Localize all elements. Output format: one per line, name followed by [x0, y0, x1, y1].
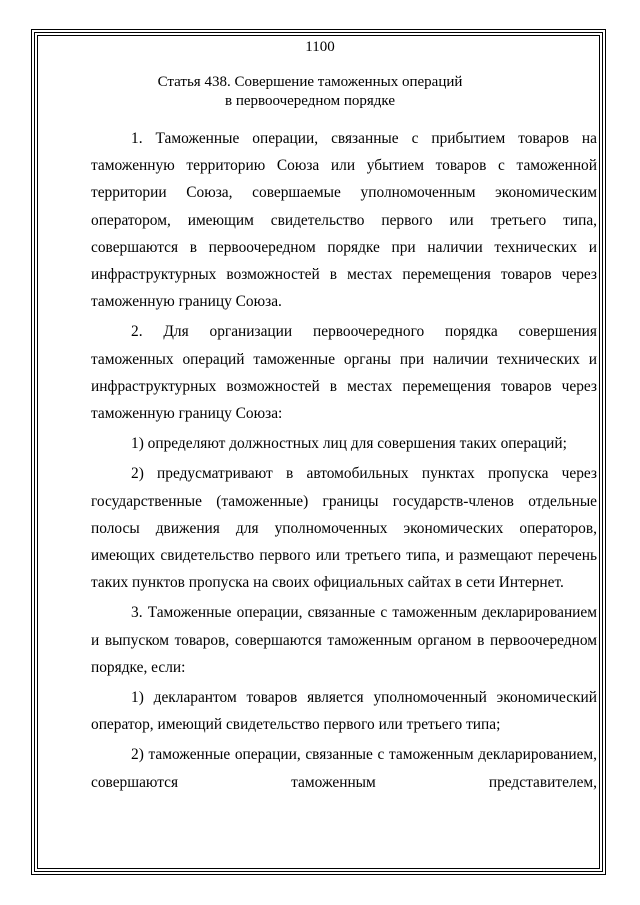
paragraph-1: 1. Таможенные операции, связанные с прибытием товаров на таможенную территорию Союза или убытием товаров с таможенной территории Союза, совершаемые уполномоченным экономическим оператором, имеющим свидетельство первого или третьего типа, совершаются в первоочередном порядке при наличии технических и инфраструктурных возможностей в местах перемещения товаров через таможенную границу Союза. [91, 130, 597, 311]
article-title-line-1: Статья 438. Совершение таможенных операций [157, 74, 463, 90]
paragraph-3-item-1: 1) декларантом товаров является уполномоченный экономический оператор, имеющий свидетельство первого или третьего типа; [91, 689, 597, 734]
paragraph-3: 3. Таможенные операции, связанные с таможенным декларированием и выпуском товаров, совершаются таможенным органом в первоочередном порядке, если: [91, 604, 597, 676]
paragraph-2: 2. Для организации первоочередного порядка совершения таможенных операций таможенные органы при наличии технических и инфраструктурных возможностей в местах перемещения товаров через таможенную границу Союза: [91, 323, 597, 423]
article-title [130, 73, 490, 111]
paragraph-2-item-2: 2) предусматривают в автомобильных пунктах пропуска через государственные (таможенные) границы государств-членов отдельные полосы движения для уполномоченных экономических операторов, имеющих свидетельство первого или третьего типа, и размещают перечень таких пунктов пропуска на своих официальных сайтах в сети Интернет. [91, 465, 597, 592]
paragraph-3-item-2: 2) таможенные операции, связанные с таможенным декларированием, совершаются таможенным представителем, [91, 746, 597, 791]
paragraph-2-item-1: 1) определяют должностных лиц для совершения таких операций; [131, 435, 567, 453]
article-title-line-2: в первоочередном порядке [224, 93, 396, 109]
article-body [91, 125, 597, 799]
page-number: 1100 [305, 39, 335, 55]
